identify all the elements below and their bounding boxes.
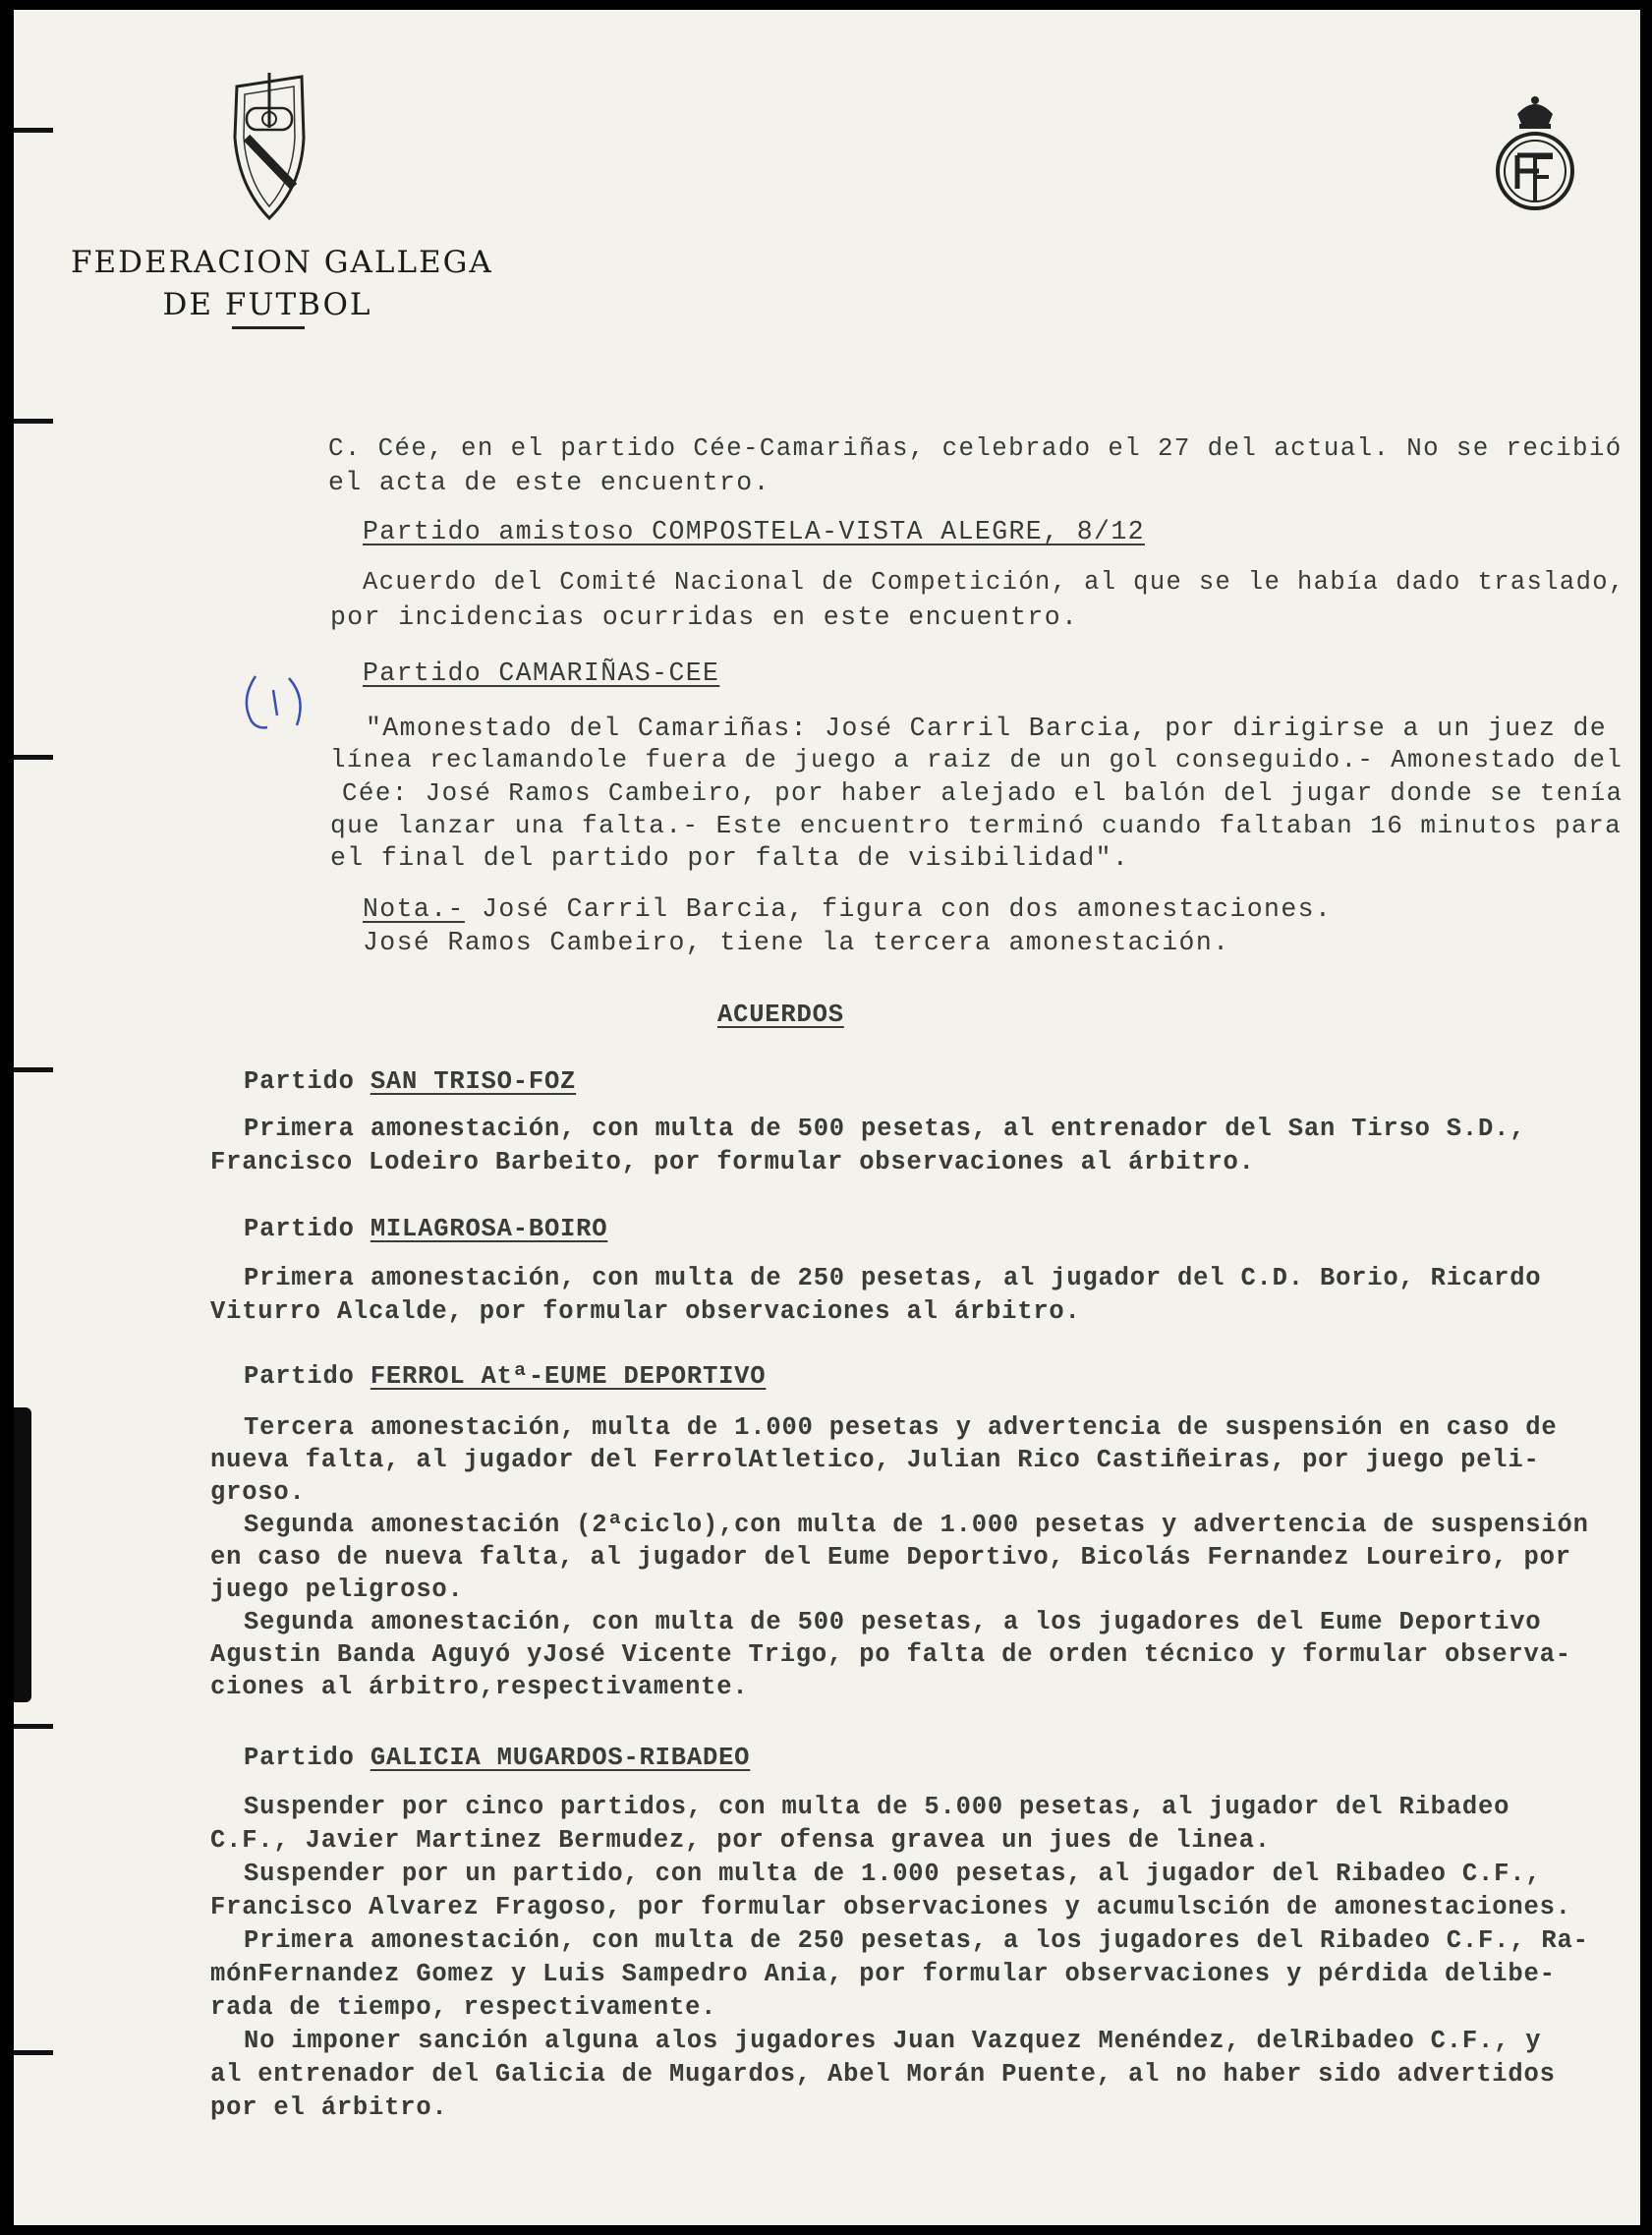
federation-name [71,242,493,326]
section-heading [244,1744,750,1772]
section-heading-name: GALICIA MUGARDOS-RIBADEO [370,1744,751,1772]
section-line: C.F., Javier Martinez Bermudez, por ofensa gravea un jues de linea. [210,1826,1271,1855]
section-heading-prefix: Partido [244,1215,370,1243]
header-divider [232,326,305,329]
nota-label: Nota.- [363,894,465,924]
amistoso-line: Acuerdo del Comité Nacional de Competición, al que se le había dado traslado, [363,568,1625,597]
section-line: Segunda amonestación, con multa de 500 pesetas, a los jugadores del Eume Deportivo [244,1608,1542,1636]
section-line: por el árbitro. [210,2093,448,2122]
binder-hole [14,2050,53,2055]
handwritten-margin-mark [238,670,313,733]
section-line: ciones al árbitro,respectivamente. [210,1673,749,1701]
acuerdos-title: ACUERDOS [717,1001,844,1029]
section-heading-prefix: Partido [244,1362,370,1391]
document-page [14,10,1640,2225]
camarinas-line: "Amonestado del Camariñas: José Carril Barcia, por dirigirse a un juez de [366,714,1608,743]
heading-camarinas: Partido CAMARIÑAS-CEE [363,659,720,688]
section-heading [244,1362,766,1391]
nota-line [363,894,1332,924]
section-line: Suspender por un partido, con multa de 1.000 pesetas, al jugador del Ribadeo C.F., [244,1860,1542,1888]
section-line: Tercera amonestación, multa de 1.000 pesetas y advertencia de suspensión en caso de [244,1413,1558,1442]
section-line: Francisco Alvarez Fragoso, por formular observaciones y acumulsción de amonestaciones. [210,1893,1571,1921]
section-line: Segunda amonestación (2ªciclo),con multa de 1.000 pesetas y advertencia de suspensión [244,1511,1589,1539]
intro-line: el acta de este encuentro. [328,468,770,497]
section-line: No imponer sanción alguna alos jugadores Juan Vazquez Menéndez, delRibadeo C.F., y [244,2027,1542,2055]
section-line: Primera amonestación, con multa de 500 pesetas, al entrenador del San Tirso S.D., [244,1115,1526,1143]
nota-line: José Ramos Cambeiro, tiene la tercera amonestación. [363,928,1230,957]
section-line: groso. [210,1478,306,1507]
section-line: Viturro Alcalde, por formular observaciones al árbitro. [210,1297,1081,1326]
camarinas-line: Cée: José Ramos Cambeiro, por haber alejado el balón del jugar donde se tenía [342,778,1624,808]
section-heading [244,1215,607,1243]
section-line: Primera amonestación, con multa de 250 pesetas, a los jugadores del Ribadeo C.F., Ra- [244,1926,1589,1955]
heading-amistoso: Partido amistoso COMPOSTELA-VISTA ALEGRE, 8/12 [363,517,1145,546]
nota-text: José Carril Barcia, figura con dos amonestaciones. [464,894,1333,924]
section-line: al entrenador del Galicia de Mugardos, Abel Morán Puente, al no haber sido advertidos [210,2060,1556,2089]
binder-edge-shadow [14,1407,31,1702]
section-line: juego peligroso. [210,1576,464,1604]
binder-hole [14,1067,53,1072]
binder-hole [14,1724,53,1729]
section-heading [244,1067,576,1096]
section-heading-name: SAN TRISO-FOZ [370,1067,577,1096]
camarinas-line: que lanzar una falta.- Este encuentro terminó cuando faltaban 16 minutos para [330,811,1623,840]
section-heading-name: FERROL Atª-EUME DEPORTIVO [370,1362,767,1391]
rfef-crest-logo [1488,90,1582,216]
section-heading-prefix: Partido [244,1067,370,1096]
section-line: Agustin Banda Aguyó yJosé Vicente Trigo, po falta de orden técnico y formular observa- [210,1640,1571,1669]
intro-line: C. Cée, en el partido Cée-Camariñas, celebrado el 27 del actual. No se recibió [328,434,1623,463]
binder-hole [14,128,53,133]
binder-hole [14,419,53,424]
camarinas-line: línea reclamandole fuera de juego a raiz de un gol conseguido.- Amonestado del [330,746,1624,774]
section-line: nueva falta, al jugador del FerrolAtletico, Julian Rico Castiñeiras, por juego peli- [210,1446,1540,1474]
binder-hole [14,755,53,760]
federation-shield-logo [225,69,313,226]
section-line: Suspender por cinco partidos, con multa de 5.000 pesetas, al jugador del Ribadeo [244,1793,1510,1821]
federation-name-line2: DE FUTBOL [162,287,372,322]
federation-name-line1: FEDERACION GALLEGA [71,245,493,280]
section-line: mónFernandez Gomez y Luis Sampedro Ania, por formular observaciones y pérdida delibe- [210,1960,1556,1988]
amistoso-line: por incidencias ocurridas en este encuentro. [330,602,1079,632]
section-heading-name: MILAGROSA-BOIRO [370,1215,608,1243]
camarinas-line: el final del partido por falta de visibilidad". [330,843,1130,873]
section-line: en caso de nueva falta, al jugador del Eume Deportivo, Bicolás Fernandez Loureiro, por [210,1543,1571,1572]
section-line: Francisco Lodeiro Barbeito, por formular observaciones al árbitro. [210,1148,1255,1176]
section-line: Primera amonestación, con multa de 250 pesetas, al jugador del C.D. Borio, Ricardo [244,1264,1542,1292]
section-line: rada de tiempo, respectivamente. [210,1993,717,2022]
section-heading-prefix: Partido [244,1744,370,1772]
